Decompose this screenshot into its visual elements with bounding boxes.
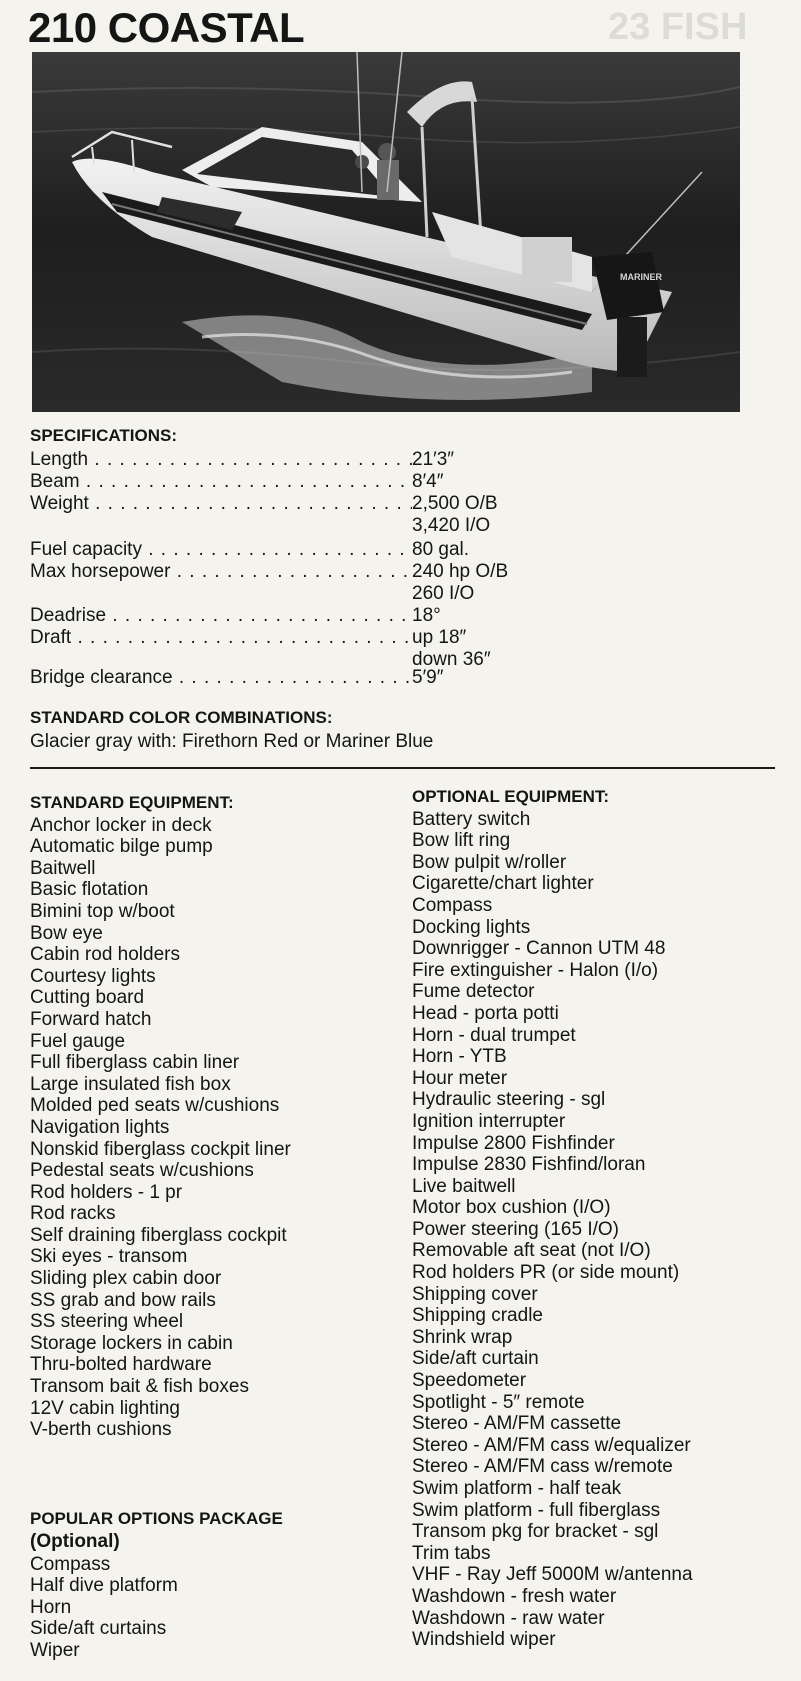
list-item: Live baitwell xyxy=(412,1175,516,1197)
list-item: Windshield wiper xyxy=(412,1629,556,1651)
spec-row xyxy=(30,667,750,689)
list-item: Rod holders PR (or side mount) xyxy=(412,1262,680,1284)
optional-equipment-heading: OPTIONAL EQUIPMENT: xyxy=(412,787,610,806)
list-item: Rod holders - 1 pr xyxy=(30,1181,183,1203)
spec-row xyxy=(30,539,750,561)
list-item: Head - porta potti xyxy=(412,1002,559,1024)
list-item: Nonskid fiberglass cockpit liner xyxy=(30,1138,291,1160)
popular-options-subheading: (Optional) xyxy=(30,1531,120,1552)
list-item: Shrink wrap xyxy=(412,1326,513,1348)
list-item: Rod racks xyxy=(30,1203,116,1225)
spec-label: Deadrise . . . xyxy=(30,605,412,627)
list-item: Forward hatch xyxy=(30,1008,152,1030)
list-item: Full fiberglass cabin liner xyxy=(30,1052,240,1074)
list-item: Self draining fiberglass cockpit xyxy=(30,1224,287,1246)
list-item: Bow lift ring xyxy=(412,830,511,852)
list-item: Cigarette/chart lighter xyxy=(412,873,594,895)
section-divider xyxy=(30,767,775,769)
spec-label: Bridge clearance . . . xyxy=(30,667,412,689)
spec-label: Weight . . . xyxy=(30,493,412,515)
list-item: VHF - Ray Jeff 5000M w/antenna xyxy=(412,1564,693,1586)
spec-row xyxy=(30,605,750,627)
list-item: Transom bait & fish boxes xyxy=(30,1376,249,1398)
list-item: Impulse 2830 Fishfind/loran xyxy=(412,1154,646,1176)
spec-label: Draft . . . xyxy=(30,627,412,649)
list-item: Side/aft curtain xyxy=(412,1348,539,1370)
list-item: Horn - YTB xyxy=(412,1046,507,1068)
list-item: Compass xyxy=(412,894,493,916)
list-item: Pedestal seats w/cushions xyxy=(30,1160,254,1182)
standard-equipment-heading: STANDARD EQUIPMENT: xyxy=(30,793,234,812)
page-title: 210 COASTAL xyxy=(28,4,305,51)
boat-photo xyxy=(32,52,740,412)
spec-value: 5′9″ xyxy=(412,667,444,688)
list-item: Cutting board xyxy=(30,987,145,1009)
optional-equipment-list xyxy=(412,786,693,1651)
list-item: Speedometer xyxy=(412,1370,527,1392)
list-item: Horn xyxy=(30,1596,72,1618)
list-item: SS steering wheel xyxy=(30,1311,184,1333)
list-item: Docking lights xyxy=(412,916,531,938)
list-item: Downrigger - Cannon UTM 48 xyxy=(412,938,666,960)
list-item: Impulse 2800 Fishfinder xyxy=(412,1132,615,1154)
color-combinations-text: Glacier gray with: Firethorn Red or Mariner Blue xyxy=(30,731,434,752)
spec-value: 21′3″ xyxy=(412,449,454,470)
list-item: Bow pulpit w/roller xyxy=(412,851,567,873)
spec-value: up 18″ xyxy=(412,627,467,648)
motor-brand-text: MARINER xyxy=(620,272,662,282)
list-item: Spotlight - 5″ remote xyxy=(412,1391,585,1413)
spec-label: Max horsepower . . . xyxy=(30,561,412,583)
spec-value-secondary: 260 I/O xyxy=(412,583,475,604)
list-item: Ignition interrupter xyxy=(412,1110,566,1132)
spec-row xyxy=(30,561,750,605)
list-item: Transom pkg for bracket - sgl xyxy=(412,1521,659,1543)
spec-row xyxy=(30,493,750,537)
standard-equipment-list xyxy=(30,792,291,1441)
list-item: Thru-bolted hardware xyxy=(30,1354,212,1376)
list-item: Bimini top w/boot xyxy=(30,900,175,922)
list-item: Stereo - AM/FM cass w/equalizer xyxy=(412,1434,691,1456)
list-item: Hour meter xyxy=(412,1067,508,1089)
list-item: Battery switch xyxy=(412,808,531,830)
list-item: Stereo - AM/FM cassette xyxy=(412,1413,622,1435)
spec-value: 80 gal. xyxy=(412,539,470,560)
spec-value: 8′4″ xyxy=(412,471,444,492)
popular-options-heading: POPULAR OPTIONS PACKAGE xyxy=(30,1509,283,1528)
spec-value: 2,500 O/B xyxy=(412,493,498,514)
list-item: Hydraulic steering - sgl xyxy=(412,1089,606,1111)
list-item: Trim tabs xyxy=(412,1542,491,1564)
list-item: Baitwell xyxy=(30,857,96,879)
list-item: Ski eyes - transom xyxy=(30,1246,188,1268)
list-item: Bow eye xyxy=(30,922,103,944)
list-item: Swim platform - full fiberglass xyxy=(412,1499,661,1521)
color-combinations-heading: STANDARD COLOR COMBINATIONS: xyxy=(30,708,333,727)
spec-value-secondary: down 36″ xyxy=(412,649,491,670)
list-item: Navigation lights xyxy=(30,1116,170,1138)
list-item: Anchor locker in deck xyxy=(30,814,212,836)
popular-options-list xyxy=(30,1508,283,1662)
spec-row xyxy=(30,449,750,471)
list-item: Large insulated fish box xyxy=(30,1073,231,1095)
list-item: Motor box cushion (I/O) xyxy=(412,1197,611,1219)
list-item: Wiper xyxy=(30,1639,80,1661)
list-item: Molded ped seats w/cushions xyxy=(30,1095,280,1117)
specifications-heading: SPECIFICATIONS: xyxy=(30,426,178,445)
list-item: Shipping cover xyxy=(412,1283,538,1305)
spec-label: Fuel capacity . . . xyxy=(30,539,412,561)
list-item: Power steering (165 I/O) xyxy=(412,1218,619,1240)
list-item: V-berth cushions xyxy=(30,1419,172,1441)
list-item: Side/aft curtains xyxy=(30,1618,167,1640)
list-item: Storage lockers in cabin xyxy=(30,1332,233,1354)
list-item: Basic flotation xyxy=(30,879,149,901)
list-item: Fire extinguisher - Halon (I/o) xyxy=(412,959,659,981)
list-item: Swim platform - half teak xyxy=(412,1478,622,1499)
list-item: Fume detector xyxy=(412,981,535,1003)
list-item: Washdown - fresh water xyxy=(412,1585,617,1607)
spec-value: 240 hp O/B xyxy=(412,561,509,582)
list-item: Stereo - AM/FM cass w/remote xyxy=(412,1456,673,1478)
list-item: SS grab and bow rails xyxy=(30,1289,216,1311)
list-item: Sliding plex cabin door xyxy=(30,1268,222,1290)
spec-row xyxy=(30,627,750,671)
list-item: Horn - dual trumpet xyxy=(412,1024,576,1046)
boat-photo-drawing xyxy=(32,52,740,412)
list-item: 12V cabin lighting xyxy=(30,1397,180,1419)
list-item: Shipping cradle xyxy=(412,1305,543,1327)
list-item: Courtesy lights xyxy=(30,965,156,987)
bleed-through-title: 23 FISH xyxy=(608,6,748,48)
list-item: Fuel gauge xyxy=(30,1030,126,1052)
spec-row xyxy=(30,471,750,493)
list-item: Cabin rod holders xyxy=(30,944,180,966)
spec-value-secondary: 3,420 I/O xyxy=(412,515,491,536)
list-item: Half dive platform xyxy=(30,1575,178,1597)
spec-value: 18° xyxy=(412,605,441,626)
list-item: Removable aft seat (not I/O) xyxy=(412,1240,651,1262)
list-item: Washdown - raw water xyxy=(412,1607,605,1629)
spec-label: Beam . . . xyxy=(30,471,412,493)
list-item: Compass xyxy=(30,1553,111,1575)
list-item: Automatic bilge pump xyxy=(30,836,213,858)
spec-label: Length . . . xyxy=(30,449,412,471)
